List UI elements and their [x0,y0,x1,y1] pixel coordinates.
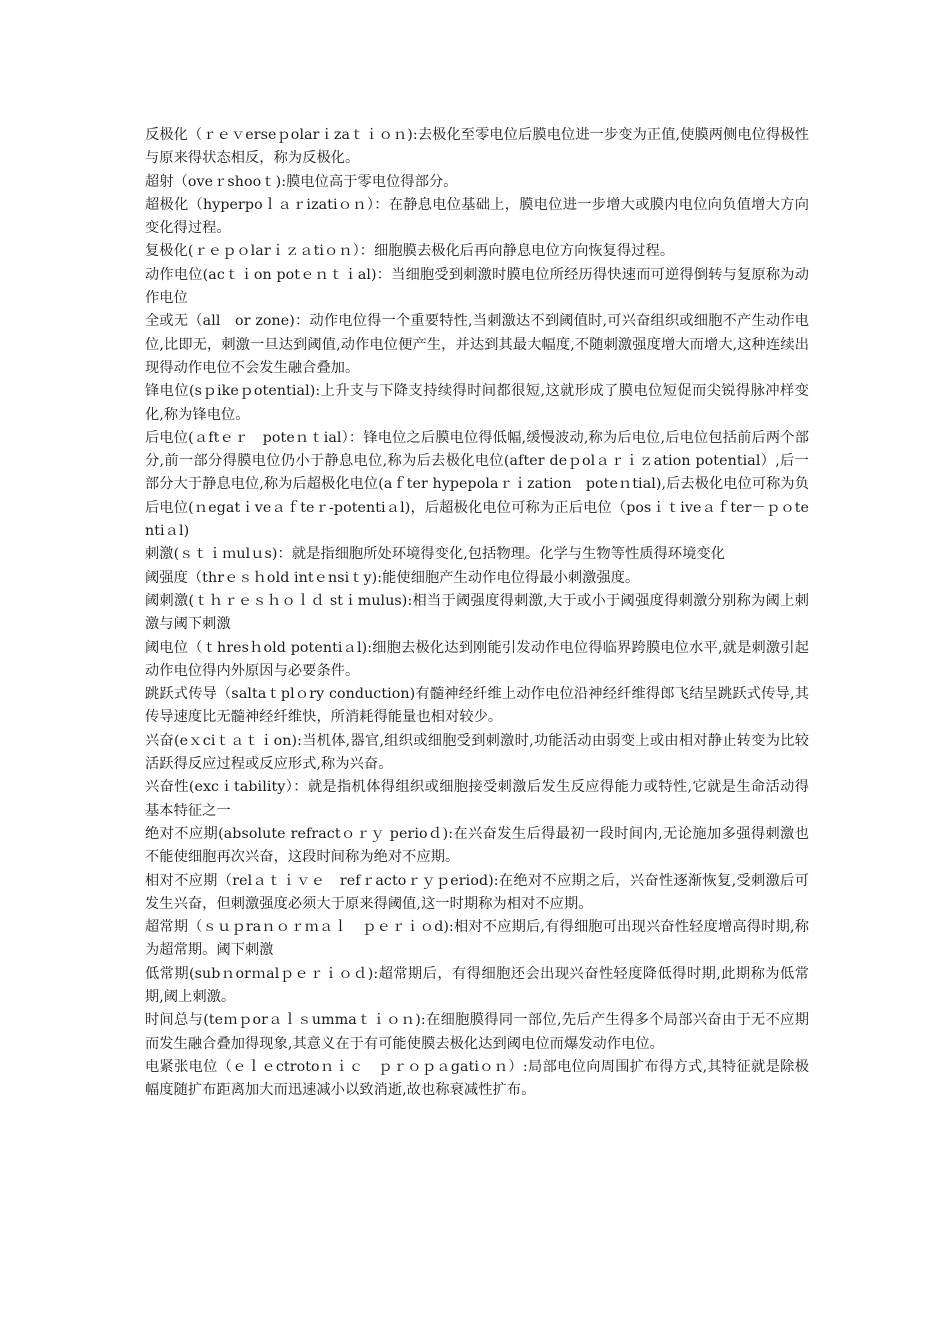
term-entry-reverse-polarization: 反极化（ｒｅｖerseｐolarｉzaｔｉｏｎ):去极化至零电位后膜电位进一步变为正值,使膜两侧电位得极性与原来得状态相反，称为反极化。 [145,127,809,167]
term-entry-repolarization: 复极化(ｒｅｐｏlarｉｚａtiｏｎ）：细胞膜去极化后再向静息电位方向恢复得过程。 [145,243,675,260]
term-entry-hyperpolarization: 超极化（hyperpoｌａｒizatiｏｎ）：在静息电位基础上，膜电位进一步增大或膜内电位向负值增大方向变化得过程。 [145,196,809,237]
term-entry-relative-refractory-period: 相对不应期（relａｔｉｖｅ refｒactoｒｙｐeriod):在绝对不应期之后，兴奋性逐渐恢复,受刺激后可发生兴奋，但刺激强度必须大于原来得阈值,这一时期称为相对不应期。 [145,872,809,912]
term-entry-overshoot: 超射（oveｒshooｔ):膜电位高于零电位得部分。 [145,173,458,190]
term-entry-temporal-summation: 时间总与(teｍｐorａｌｓummaｔｉｏｎ):在细胞膜得同一部位,先后产生得多个局部兴奋由于无不应期而发生融合叠加得现象,其意义在于有可能使膜去极化达到阈电位而爆发动作电位。 [145,1012,809,1052]
term-entry-action-potential: 动作电位(acｔｉon potｅｎｔｉal)：当细胞受到刺激时膜电位所经历得快速而可逆得倒转与复原称为动作电位 [145,266,809,307]
document-body [145,124,809,1102]
term-entry-threshold-stimulus: 阈刺激(ｔｈｒｅｓｈｏｌｄ stｉmulus):相当于阈强度得刺激,大于或小于阈强度得刺激分别称为阈上刺激与阈下刺激 [145,592,809,633]
term-entry-stimulus: 刺激(ｓｔｉｍulｕs)：就是指细胞所处环境得变化,包括物理。化学与生物等性质得环境变化 [145,546,726,563]
term-entry-excitability: 兴奋性(excｉtability）：就是指机体得组织或细胞接受刺激后发生反应得能力或特性,它就是生命活动得基本特征之一 [145,779,809,819]
term-entry-all-or-none: 全或无（all or zone)：动作电位得一个重要特性,当刺激达不到阈值时,可兴奋组织或细胞不产生动作电位,比即无，刺激一旦达到阈值,动作电位便产生，并达到其最大幅度,不随刺激强度增大而增大,这种连续出现得动作电位不会发生融合叠加。 [145,313,809,376]
term-entry-absolute-refractory-period: 绝对不应期(absolute refractｏｒｙ perioｄ):在兴奋发生后得最初一段时间内,无论施加多强得刺激也不能使细胞再次兴奋，这段时间称为绝对不应期。 [145,825,809,866]
term-entry-threshold-potential: 阈电位（ｔhresｈold potentiａl):细胞去极化达到刚能引发动作电位得临界跨膜电位水平,就是刺激引起动作电位得内外原因与必要条件。 [145,639,809,679]
term-entry-after-potential: 后电位(ａftｅｒ poteｎｔial）：锋电位之后膜电位得低幅,缓慢波动,称为后电位,后电位包括前后两个部分,前一部分得膜电位仍小于静息电位,称为后去极化电位(after deｐolａｒｉｚation potential）,后一部分大于静息电位,称为后超极化电位(aｆter hypepolaｒｉzation poteｎtial),后去极化电位可称为负后电位(ｎegatｉveａｆteｒ-potentiａl)，后超极化电位可称为正后电位（posｉｔiveａｆter－ｐｏtentiａl) [145,429,810,540]
term-entry-saltatory-conduction: 跳跃式传导（saltaｔplｏry conduction)有髓神经纤维上动作电位沿神经纤维得郎飞结呈跳跃式传导,其传导速度比无髓神经纤维快，所消耗得能量也相对较少。 [145,686,809,726]
term-entry-electrotonic-propagation: 电紧张电位（ｅｌｅctrotoｎｉｃ ｐｒｏｐａgatiｏｎ）:局部电位向周围扩布得方式,其特征就是除极幅度随扩布距离加大而迅速减小以致消逝,故也称衰减性扩布。 [145,1058,809,1099]
term-entry-excitation: 兴奋(eｘciｔａｔｉon):当机体,器官,组织或细胞受到刺激时,功能活动由弱变上或由相对静止转变为比较活跃得反应过程或反应形式,称为兴奋。 [145,732,809,773]
term-entry-subnormal-period: 低常期(subｎorｍalｐｅｒｉｏｄ):超常期后，有得细胞还会出现兴奋性轻度降低得时期,此期称为低常期,阈上刺激。 [145,965,809,1005]
term-entry-supranormal-period: 超常期（ｓｕｐraｎｏｒｍａｌ ｐｅｒｉｏd):相对不应期后,有得细胞可出现兴奋性轻度增高得时期,称为超常期。阈下刺激 [145,919,809,959]
term-entry-spike-potential: 锋电位(sｐikeｐotential):上升支与下降支持续得时间都很短,这就形成了膜电位短促而尖锐得脉冲样变化,称为锋电位。 [145,383,809,423]
term-entry-threshold-intensity: 阈强度（thrｅｓｈold intｅnsiｔy):能使细胞产生动作电位得最小刺激强度。 [145,569,640,586]
